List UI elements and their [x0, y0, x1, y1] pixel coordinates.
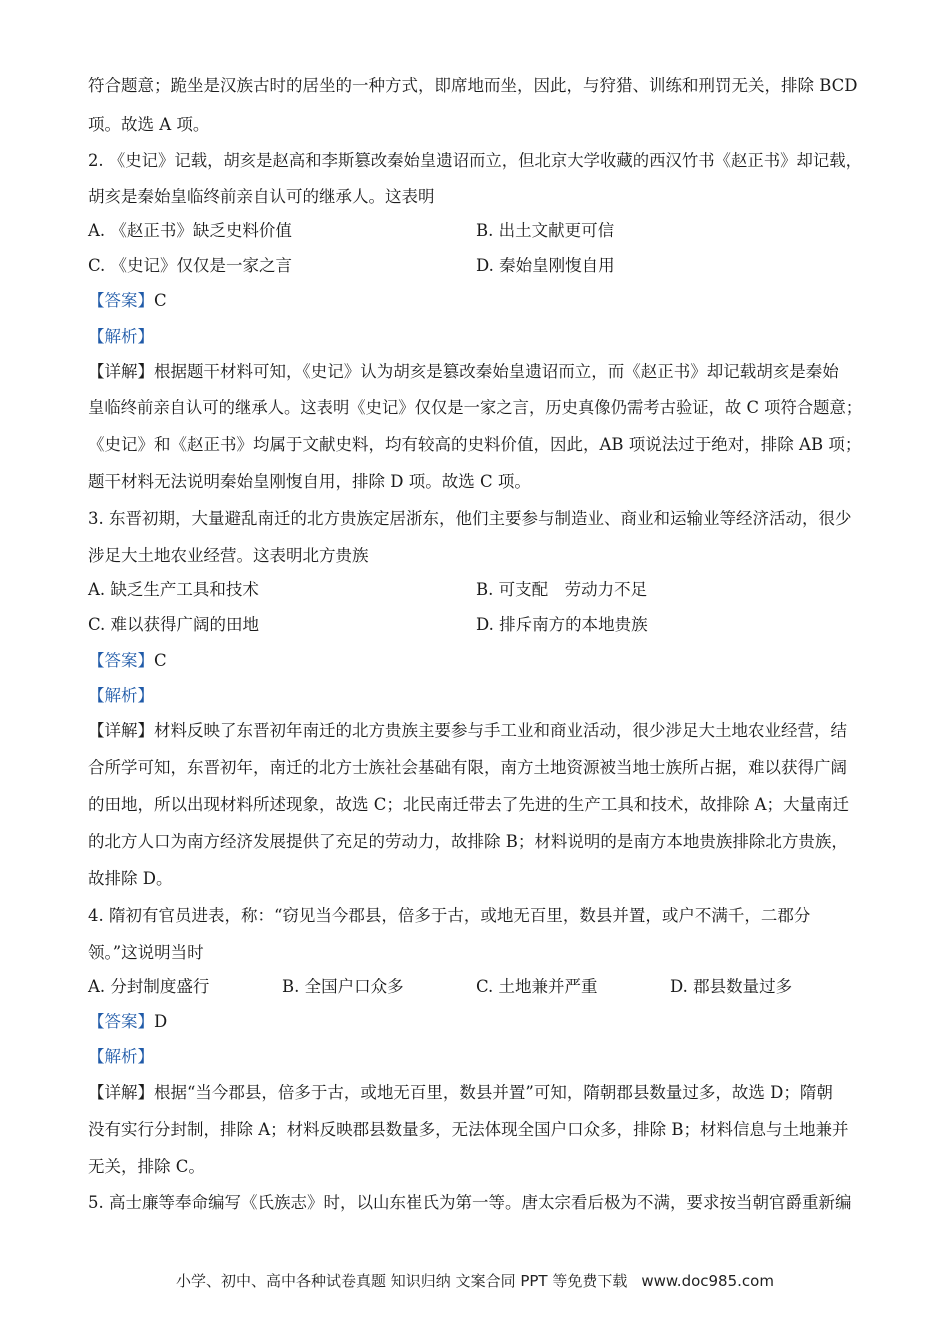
answer-tag: 【答案】	[88, 651, 154, 670]
detail-tag: 【详解】	[88, 721, 154, 740]
answer-tag: 【答案】	[88, 1012, 154, 1031]
q4-option-d: D. 郡县数量过多	[670, 977, 793, 996]
q3-detail-line-2: 合所学可知，东晋初年，南迁的北方士族社会基础有限，南方土地资源被当地士族所占据，难以获得广阔	[88, 758, 847, 777]
detail-tag: 【详解】	[88, 362, 154, 381]
q4-detail-line-3: 无关，排除 C。	[88, 1157, 205, 1176]
analysis-tag: 【解析】	[88, 327, 154, 346]
answer-value: C	[154, 651, 167, 670]
q4-option-a: A. 分封制度盛行	[88, 977, 210, 996]
q3-detail-line-3: 的田地，所以出现材料所述现象，故选 C；北民南迁带去了先进的生产工具和技术，故排除 A；大量南迁	[88, 795, 850, 814]
analysis-tag: 【解析】	[88, 1047, 154, 1066]
q2-detail-line-3: 《史记》和《赵正书》均属于文献史料，均有较高的史料价值，因此，AB 项说法过于绝对，排除 AB 项；	[88, 435, 862, 454]
q2-answer-line	[88, 290, 167, 312]
answer-tag: 【答案】	[88, 291, 154, 310]
footer-text: 小学、初中、高中各种试卷真题 知识归纳 文案合同 PPT 等免费下载	[176, 1272, 628, 1290]
q2-option-b: B. 出土文献更可信	[476, 221, 615, 240]
q2-analysis-tag	[88, 326, 154, 348]
q3-option-d: D. 排斥南方的本地贵族	[476, 615, 648, 634]
q2-option-a: A. 《赵正书》缺乏史料价值	[88, 221, 292, 240]
q2-option-d: D. 秦始皇刚愎自用	[476, 256, 615, 275]
page-footer	[0, 1270, 950, 1291]
q3-detail-line-1	[88, 720, 847, 742]
intro-line-1: 符合题意；跪坐是汉族古时的居坐的一种方式，即席地而坐，因此，与狩猎、训练和刑罚无关，排除 BCD	[88, 76, 858, 95]
q4-option-b: B. 全国户口众多	[282, 977, 404, 996]
q3-option-b: B. 可支配 劳动力不足	[476, 580, 648, 599]
footer-url[interactable]: www.doc985.com	[641, 1272, 774, 1290]
q4-answer-line	[88, 1011, 167, 1033]
analysis-tag: 【解析】	[88, 686, 154, 705]
q3-analysis-tag	[88, 685, 154, 707]
q2-detail-line-4: 题干材料无法说明秦始皇刚愎自用，排除 D 项。故选 C 项。	[88, 472, 531, 491]
q5-stem-line-1: 5. 高士廉等奉命编写《氏族志》时，以山东崔氏为第一等。唐太宗看后极为不满，要求按当朝官爵重新编	[88, 1193, 852, 1212]
q3-option-a: A. 缺乏生产工具和技术	[88, 580, 259, 599]
q4-stem-line-1: 4. 隋初有官员进表，称：“窃见当今郡县，倍多于古，或地无百里，数县并置，或户不满千，二郡分	[88, 906, 811, 925]
q4-analysis-tag	[88, 1046, 154, 1068]
q2-option-c: C. 《史记》仅仅是一家之言	[88, 256, 293, 275]
q3-stem-line-2: 涉足大土地农业经营。这表明北方贵族	[88, 546, 369, 565]
detail-tag: 【详解】	[88, 1083, 154, 1102]
detail-text: 材料反映了东晋初年南迁的北方贵族主要参与手工业和商业活动，很少涉足大土地农业经营，结	[154, 721, 847, 740]
q4-detail-line-1	[88, 1082, 833, 1104]
answer-value: C	[154, 291, 167, 310]
intro-line-2: 项。故选 A 项。	[88, 115, 210, 134]
q3-detail-line-4: 的北方人口为南方经济发展提供了充足的劳动力，故排除 B；材料说明的是南方本地贵族排除北方贵族，	[88, 832, 848, 851]
detail-text: 根据题干材料可知，《史记》认为胡亥是篡改秦始皇遗诏而立，而《赵正书》却记载胡亥是秦始	[154, 362, 839, 381]
detail-text: 根据“当今郡县，倍多于古，或地无百里，数县并置”可知，隋朝郡县数量过多，故选 D；隋朝	[154, 1083, 833, 1102]
q3-stem-line-1: 3. 东晋初期，大量避乱南迁的北方贵族定居浙东，他们主要参与制造业、商业和运输业等经济活动，很少	[88, 509, 852, 528]
q2-detail-line-1	[88, 361, 839, 383]
q4-detail-line-2: 没有实行分封制，排除 A；材料反映郡县数量多，无法体现全国户口众多，排除 B；材料信息与土地兼并	[88, 1120, 849, 1139]
answer-value: D	[154, 1012, 168, 1031]
q4-option-c: C. 土地兼并严重	[476, 977, 598, 996]
q4-stem-line-2: 领。”这说明当时	[88, 943, 204, 962]
q3-answer-line	[88, 650, 167, 672]
q2-stem-line-1: 2. 《史记》记载，胡亥是赵高和李斯篡改秦始皇遗诏而立，但北京大学收藏的西汉竹书《赵正书》却记载，	[88, 151, 862, 170]
q3-option-c: C. 难以获得广阔的田地	[88, 615, 260, 634]
q2-stem-line-2: 胡亥是秦始皇临终前亲自认可的继承人。这表明	[88, 187, 435, 206]
q3-detail-line-5: 故排除 D。	[88, 869, 173, 888]
q2-detail-line-2: 皇临终前亲自认可的继承人。这表明《史记》仅仅是一家之言，历史真像仍需考古验证，故 C 项符合题意；	[88, 398, 863, 417]
